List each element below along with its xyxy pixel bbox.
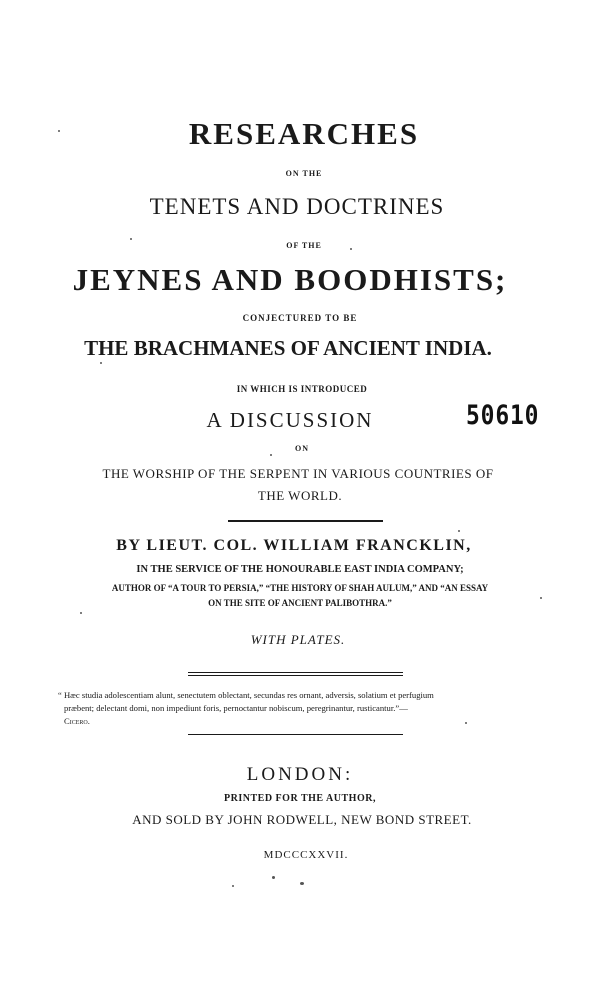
divider-rule-lower xyxy=(188,734,403,735)
scan-speck xyxy=(350,248,352,250)
epigraph-attribution: Cicero. xyxy=(64,716,90,726)
library-shelf-number: 50610 xyxy=(466,400,540,431)
imprint-printed-for: PRINTED FOR THE AUTHOR, xyxy=(224,793,376,804)
author-service: IN THE SERVICE OF THE HONOURABLE EAST INDIA COMPANY; xyxy=(136,564,464,575)
scan-speck xyxy=(80,612,82,614)
scan-speck xyxy=(100,362,102,364)
connector-on: ON xyxy=(295,444,309,453)
conjectured-line: CONJECTURED TO BE xyxy=(242,313,358,323)
subject-line-2: THE WORLD. xyxy=(257,488,343,503)
scan-speck xyxy=(232,885,234,887)
scan-speck xyxy=(270,454,272,456)
title-line-4: THE BRACHMANES OF ANCIENT INDIA. xyxy=(84,336,492,360)
author-byline: BY LIEUT. COL. WILLIAM FRANCKLIN, xyxy=(116,537,472,554)
divider-rule xyxy=(228,520,383,522)
epigraph-line-1: “ Hæc studia adolescentiam alunt, senectutem oblectant, secundas res ornant, adversis, solatium et perfugium xyxy=(58,690,434,700)
scan-speck xyxy=(130,238,132,240)
title-line-2: TENETS AND DOCTRINES xyxy=(149,194,445,219)
scan-speck xyxy=(300,882,304,885)
double-rule-bottom xyxy=(188,675,403,676)
introduced-line: IN WHICH IS INTRODUCED xyxy=(236,384,368,394)
title-line-3: JEYNES AND BOODHISTS; xyxy=(72,262,508,297)
double-rule-top xyxy=(188,672,403,673)
epigraph-line-2: præbent; delectant domi, non impediunt foris, pernoctantur nobiscum, peregrinantur, rusticantur.”— xyxy=(64,703,408,713)
connector-on-the: ON THE xyxy=(285,169,323,178)
scan-speck xyxy=(58,130,60,132)
author-works-line-1: AUTHOR OF “A TOUR TO PERSIA,” “THE HISTORY OF SHAH AULUM,” AND “AN ESSAY xyxy=(111,583,489,593)
subject-line-1: THE WORSHIP OF THE SERPENT IN VARIOUS COUNTRIES OF xyxy=(102,466,494,481)
author-works-line-2: ON THE SITE OF ANCIENT PALIBOTHRA.” xyxy=(208,598,392,608)
scan-speck xyxy=(272,876,275,879)
connector-of-the: OF THE xyxy=(286,241,322,250)
title-line-1: RESEARCHES xyxy=(188,116,420,151)
imprint-date: MDCCCXXVII. xyxy=(263,849,349,861)
scan-speck xyxy=(540,597,542,599)
scan-speck xyxy=(465,722,467,724)
imprint-sold-by: AND SOLD BY JOHN RODWELL, NEW BOND STREET. xyxy=(132,812,472,827)
plates-note: WITH PLATES. xyxy=(250,632,346,647)
imprint-city: LONDON: xyxy=(246,764,354,785)
scan-speck xyxy=(458,530,460,532)
discussion-heading: A DISCUSSION xyxy=(206,408,374,432)
